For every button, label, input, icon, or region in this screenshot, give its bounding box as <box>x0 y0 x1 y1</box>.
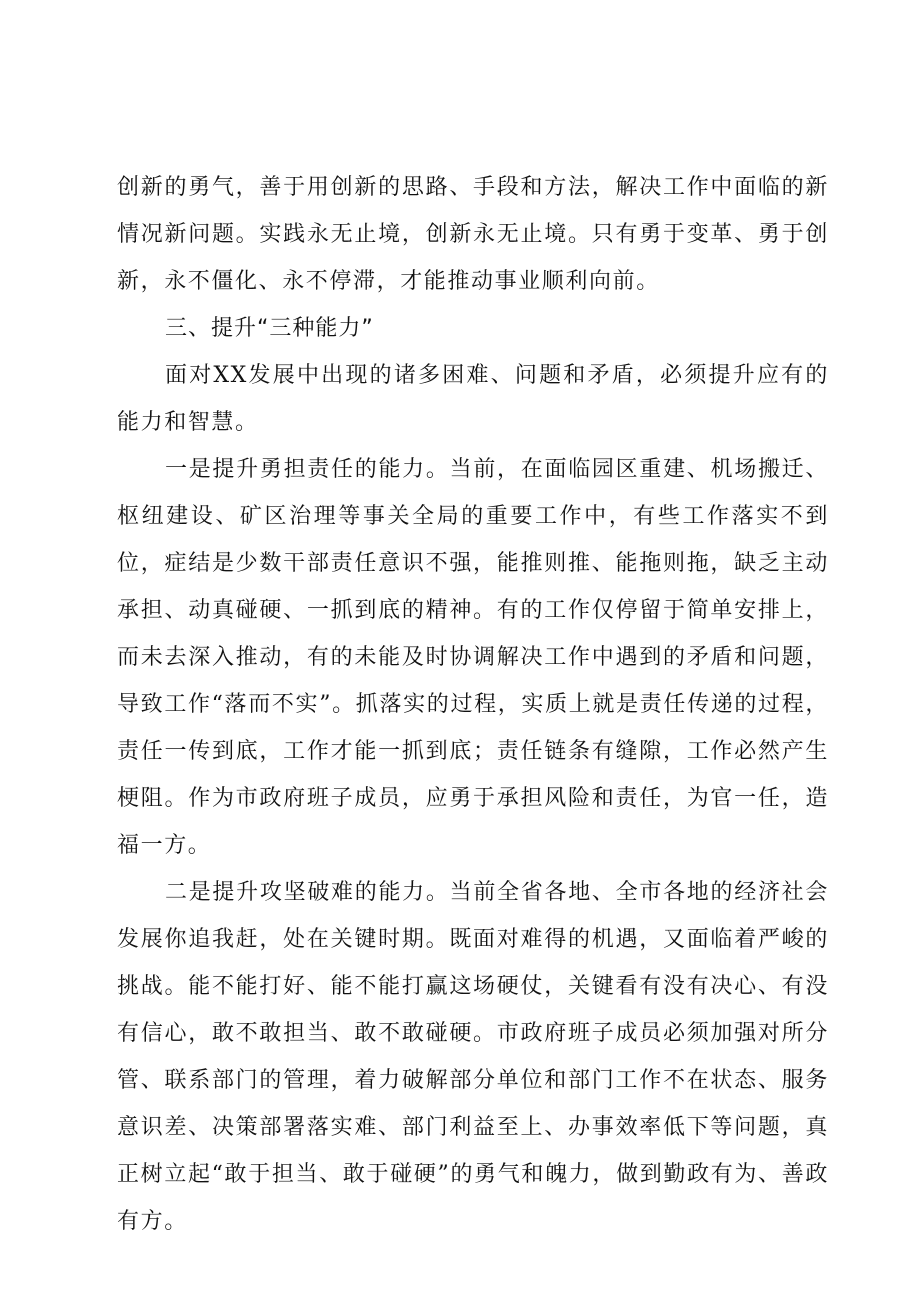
section-heading: 三、提升“三种能力” <box>165 316 374 341</box>
paragraph-intro: 面对XX发展中出现的诸多困难、问题和矛盾，必须提升应有的能力和智慧。 <box>117 363 829 435</box>
paragraph-responsibility: 一是提升勇担责任的能力。当前，在面临园区重建、机场搬迁、枢纽建设、矿区治理等事关全局的重要工作中，有些工作落实不到位，症结是少数干部责任意识不强，能推则推、能拖则拖，缺乏主动承担、动真碰硬、一抓到底的精神。有的工作仅停留于简单安排上，而未去深入推动，有的未能及时协调解决工作中遇到的矛盾和问题，导致工作“落而不实”。抓落实的过程，实质上就是责任传递的过程，责任一传到底，工作才能一抓到底；责任链条有缝隙，工作必然产生梗阻。作为市政府班子成员，应勇于承担风险和责任，为官一任，造福一方。 <box>117 457 829 858</box>
paragraph-tackle-difficulties: 二是提升攻坚破难的能力。当前全省各地、全市各地的经济社会发展你追我赶，处在关键时期。既面对难得的机遇，又面临着严峻的挑战。能不能打好、能不能打赢这场硬仗，关键看有没有决心、有没有信心，敢不敢担当、敢不敢碰硬。市政府班子成员必须加强对所分管、联系部门的管理，着力破解部分单位和部门工作不在状态、服务意识差、决策部署落实难、部门利益至上、办事效率低下等问题，真正树立起“敢于担当、敢于碰硬”的勇气和魄力，做到勤政有为、善政有方。 <box>117 880 829 1234</box>
document-body <box>117 164 829 1245</box>
paragraph-continuation: 创新的勇气，善于用创新的思路、手段和方法，解决工作中面临的新情况新问题。实践永无止境，创新永无止境。只有勇于变革、勇于创新，永不僵化、永不停滞，才能推动事业顺利向前。 <box>117 175 829 294</box>
